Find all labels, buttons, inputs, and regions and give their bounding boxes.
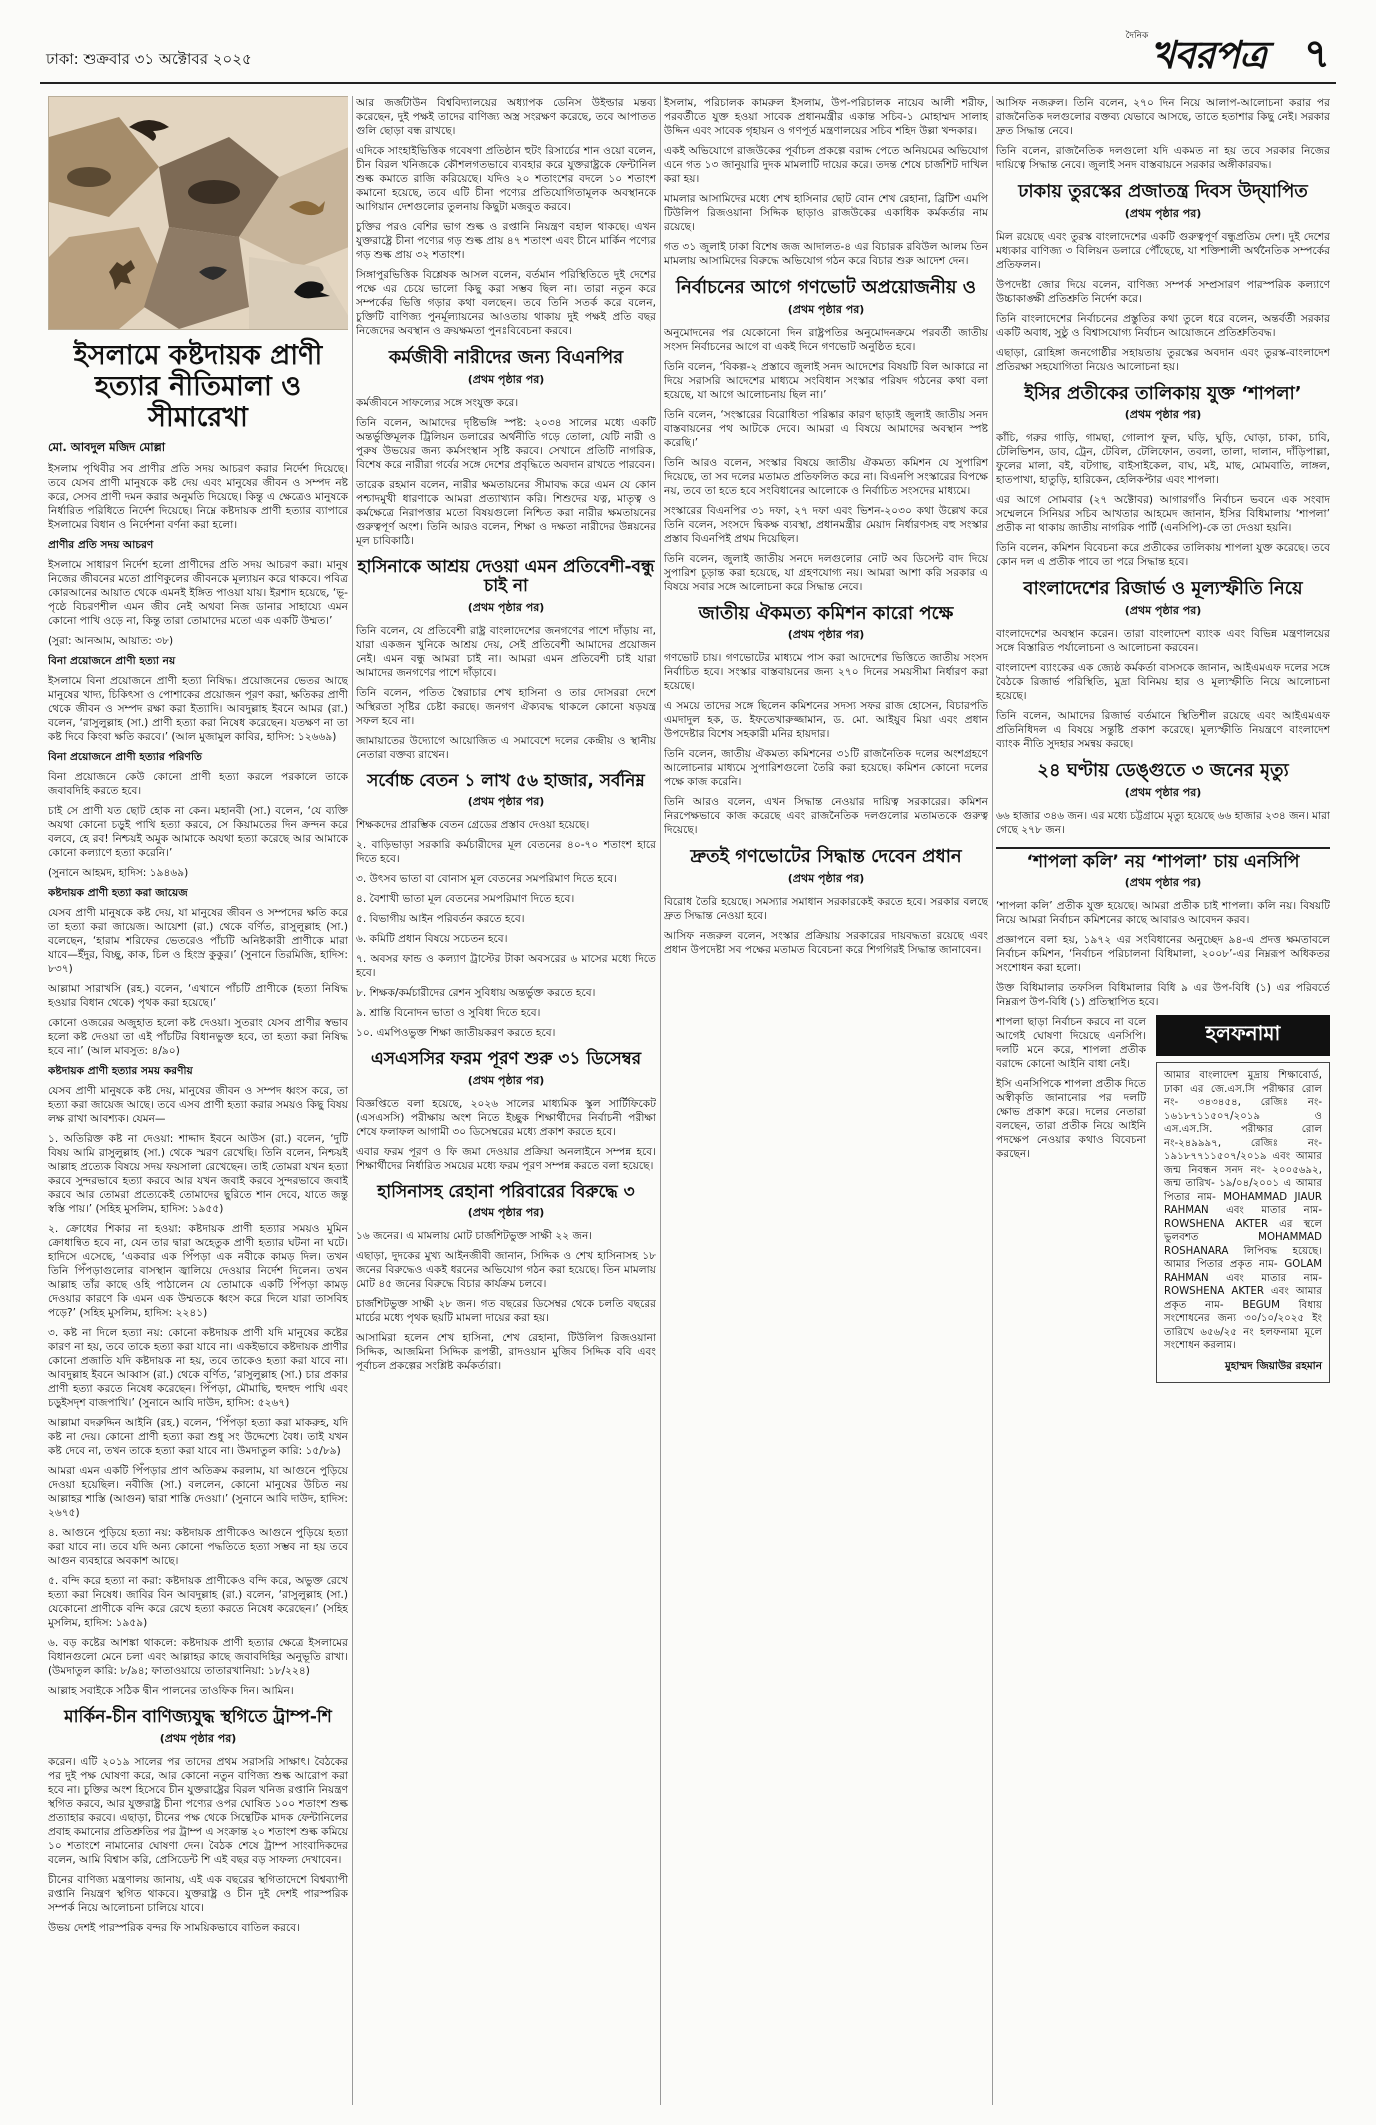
list-item: ৩. উৎসব ভাতা বা বোনাস মূল বেতনের সমপরিমাণ দিতে হবে। [356, 873, 617, 886]
article-paragraph: ইসলামে সাধারণ নির্দেশ হলো প্রাণীদের প্রতি সদয় আচরণ করা। মানুষ নিজের জীবনের মতো প্রাণিকুলের জীবনকে মূল্যায়ন করে থাকবে। পবিত্র কোরআনের আয়াত থেকে এমনই ইঙ্গিত পাওয়া যায়। ইরশাদ হয়েছে, ‘ভূ-পৃষ্ঠে বিচরণশীল এমন জীব নেই অথবা নিজ ডানার সাহায্যে এমন কোনো পাখি ওড়ে না, কিন্তু তারা তোমাদের মতো এক একটি উম্মত।’ [48, 559, 348, 628]
masthead-date: ঢাকা: শুক্রবার ৩১ অক্টোবর ২০২৫ [46, 50, 252, 68]
continued-label: (প্রথম পৃষ্ঠার পর) [467, 1206, 545, 1220]
article-paragraph: গণভোট চায়। গণভোটের মাধ্যমে পাস করা আদেশের ভিত্তিতে জাতীয় সংসদ নির্বাচিত হবে। সংস্কার বাস্তবায়নের জন্য ২৭০ দিনের সময়সীমা নির্ধারণ করা হয়েছে। [664, 652, 988, 693]
trade-war-headline: মার্কিন-চীন বাণিজ্যযুদ্ধ স্থগিতে ট্রাম্প-শি [64, 1707, 332, 1728]
continued-label: (প্রথম পৃষ্ঠার পর) [787, 628, 865, 642]
article-paragraph: এ সময়ে তাদের সঙ্গে ছিলেন কমিশনের সদস্য সফর রাজ হোসেন, বিচারপতি এমদাদুল হক, ড. ইফতেখারুজ্জামান, ড. মো. আইয়ুব মিয়া এবং প্রধান উপদেষ্টার বিশেষ সহকারী মনির হায়দার। [664, 700, 988, 741]
continued-label: (প্রথম পৃষ্ঠার পর) [1124, 604, 1202, 618]
article-paragraph: তিনি আরও বলেন, এখন সিদ্ধান্ত নেওয়ার দায়িত্ব সরকারের। কমিশন নিরপেক্ষভাবে কাজ করেছে এবং রাজনৈতিক দলগুলোর মতামতকে গুরুত্ব দিয়েছে। [664, 796, 988, 837]
article-paragraph: এছাড়া, দুদকের মুখ্য আইনজীবী জানান, সিদ্দিক ও শেখ হাসিনাসহ ১৮ জনের বিরুদ্ধেও একই ধরনের অভিযোগ গঠন করা হয়েছে। তিন মামলায় মোট ৪৫ জনের বিরুদ্ধে বিচার কার্যক্রম চলবে। [356, 1250, 656, 1291]
affidavit-notice [1156, 1015, 1330, 1383]
list-item: ৮. শিক্ষক/কর্মচারীদের রেশন সুবিধায় অন্তর্ভুক্ত করতে হবে। [356, 987, 596, 1000]
article-paragraph: কাঁচি, গরুর গাড়ি, গামছা, গোলাপ ফুল, ঘড়ি, ঘুড়ি, ঘোড়া, চাকা, চাবি, টেলিভিশন, ডাব, ট্রেন, টেবিল, টেলিফোন, তবলা, তালা, দালান, দাঁড়িপাল্লা, ফুলের মালা, বই, বটগাছ, বাইসাইকেল, বাঘ, মই, মাছ, মোমবাতি, লাঙ্গল, হাতপাখা, হাতুড়ি, হারিকেন, হেলিকপ্টার এবং শাপলা। [996, 432, 1330, 487]
ncp-shapla-headline: ‘শাপলা কলি’ নয় ‘শাপলা’ চায় এনসিপি [996, 847, 1330, 873]
column-divider [992, 96, 993, 2105]
affidavit-signature: মুহাম্মদ জিয়াউর রহমান [1224, 1359, 1322, 1372]
continued-label: (প্রথম পৃষ্ঠার পর) [787, 302, 865, 316]
article-paragraph: ‘শাপলা কলি’ প্রতীক যুক্ত হয়েছে। আমরা প্রতীক চাই শাপলা। কলি নয়। বিষয়টি নিয়ে আমরা নির্বাচন কমিশনের কাছে আবারও আবেদন করব। [996, 900, 1330, 927]
affidavit-section [996, 1015, 1330, 1383]
article-paragraph: বাংলাদেশের অবস্থান করেন। তারা বাংলাদেশ ব্যাংক এবং বিভিন্ন মন্ত্রণালয়ের সঙ্গে বিস্তারিত পর্যালোচনা ও আলোচনা করবেন। [996, 628, 1330, 655]
article-paragraph: কর্মজীবনে সাফল্যের সঙ্গে সংযুক্ত করে। [356, 396, 519, 409]
animal-collage-image [48, 96, 348, 330]
lead-article-body [48, 462, 348, 1698]
article-paragraph: সিঙ্গাপুরভিত্তিক বিশ্লেষক আসল বলেন, বর্তমান পরিস্থিতিতে দুই দেশের পক্ষে এর চেয়ে ভালো কিছু করা সম্ভব ছিল না। তারা নতুন করে সম্পর্কের ভিত্তি গড়ার কথা বলছেন। তবে তিনি সতর্ক করে বলেন, চুক্তিটি বাণিজ্য পুনর্মূল্যায়নের আওতায় থাকায় দুই পক্ষই প্রতি বছর নিজেদের অবস্থান ও ক্রয়ক্ষমতা পুনঃবিবেচনা করবে। [356, 269, 656, 337]
article-paragraph: চীনের বাণিজ্য মন্ত্রণালয় জানায়, এই এক বছরের স্থগিতাদেশে বিশ্বব্যাপী রপ্তানি নিয়ন্ত্রণ স্থগিত থাকবে। যুক্তরাষ্ট্র ও চীন দুই দেশই পারস্পরিক সম্পর্ক নিয়ে আলোচনা চালিয়ে যাবে। [48, 1873, 348, 1914]
turkey-day-headline: ঢাকায় তুরস্কের প্রজাতন্ত্র দিবস উদ্‌যাপিত [1018, 181, 1308, 202]
salary-headline: সর্বোচ্চ বেতন ১ লাখ ৫৬ হাজার, সর্বনিম্ন [367, 770, 645, 791]
article-paragraph: গত ৩১ জুলাই ঢাকা বিশেষ জজ আদালত-৪ এর বিচারক রবিউল আলম তিন মামলায় আসামিদের বিরুদ্ধে অভিযোগ গঠন করে বিচার শুরু আদেশ দেন। [664, 241, 988, 267]
article-subhead: কষ্টদায়ক প্রাণী হত্যার সময় করণীয় [48, 1065, 193, 1078]
article-paragraph: ২. ক্রোধের শিকার না হওয়া: কষ্টদায়ক প্রাণী হত্যার সময়ও মুমিন ক্রোধান্বিত হবে না, যেন তার দ্বারা অহেতুক প্রাণী হত্যার ঘটনা না ঘটে। হাদিসে এসেছে, ‘একবার এক পিঁপড়া এক নবীকে কামড় দিল। তখন তিনি পিঁপড়াগুলোর বাসস্থান জ্বালিয়ে দেওয়ার নির্দেশ দিলেন। তখন আল্লাহ তাঁর কাছে ওহি পাঠালেন যে তোমাকে একটি পিঁপড়া কামড় দেওয়ার কারণে কি এমন এক উম্মতকে ধ্বংস করে দিলে যারা তাসবিহ পড়ে?’ (সহিহ মুসলিম, হাদিস: ২২৪১) [48, 1223, 348, 1320]
list-item: ১০. এমপিওভুক্ত শিক্ষা জাতীয়করণ করতে হবে। [356, 1027, 556, 1040]
masthead-brand [1126, 28, 1266, 79]
article-paragraph: তারেক রহমান বলেন, নারীর ক্ষমতায়নের সীমাবদ্ধ করে এমন যে কোন পশ্চাদমুখী ধারণাকে আমরা প্রত্যাখ্যান করি। শিশুদের যত্ন, মাতৃত্ব ও কর্মক্ষেত্রে নিরাপত্তার মতো বিষয়গুলো নিশ্চিত করা নারীর ক্ষমতায়নের গুরুত্বপূর্ণ অংশ। তিনি আরও বলেন, শিক্ষা ও দক্ষতা নারীদের উন্নয়নের মূল চাবিকাঠি। [356, 478, 656, 547]
article-citation: (সুরা: আনআম, আয়াত: ৩৮) [48, 635, 174, 648]
article-paragraph: তিনি বলেন, কমিশন বিবেচনা করে প্রতীকের তালিকায় শাপলা যুক্ত করেছে। তবে কোন দল এ প্রতীক পাবে তা পরে সিদ্ধান্ত হবে। [996, 542, 1330, 569]
article-paragraph: তিনি বলেন, জাতীয় ঐকমত্য কমিশনের ৩১টি রাজনৈতিক দলের অংশগ্রহণে আলোচনার মাধ্যমে সুপারিশগুলো তৈরি করা হয়েছে। কমিশন কোনো দলের পক্ষে কাজ করেনি। [664, 748, 988, 789]
list-item: ৫. বিভাগীয় আইন পরিবর্তন করতে হবে। [356, 913, 525, 926]
consensus-commission-headline: জাতীয় ঐকমত্য কমিশন কারো পক্ষে [698, 602, 954, 624]
article-paragraph: ৪. আগুনে পুড়িয়ে হত্যা নয়: কষ্টদায়ক প্রাণীকেও আগুনে পুড়িয়ে হত্যা করা যাবে না। তবে যদি অন্য কোনো পদ্ধতিতে হত্যা সম্ভব না হয় তবে আগুন ব্যবহারে অবকাশ আছে। [48, 1527, 348, 1568]
article-paragraph: চার্জশিটভুক্ত সাক্ষী ২৮ জন। গত বছরের ডিসেম্বর থেকে চলতি বছরের মার্চের মধ্যে পৃথক ছয়টি মামলা দায়ের করা হয়। [356, 1298, 656, 1325]
continued-label: (প্রথম পৃষ্ঠার পর) [467, 372, 545, 386]
article-paragraph: আল্লাহ সবাইকে সঠিক দ্বীন পালনের তাওফিক দিন। আমিন। [48, 1685, 294, 1698]
article-paragraph: আসিফ নজরুল বলেন, সংস্কার প্রক্রিয়ায় সরকারের দায়বদ্ধতা রয়েছে এবং প্রধান উপদেষ্টা সব পক্ষের মতামত বিবেচনা করে শিগগিরই সিদ্ধান্ত জানাবেন। [664, 930, 988, 957]
article-paragraph: তিনি বলেন, রাজনৈতিক দলগুলো যদি একমত না হয় তবে সরকার নিজের দায়িত্বে সিদ্ধান্ত নেবে। জুলাই সনদ বাস্তবায়নে সরকার অঙ্গীকারবদ্ধ। [996, 145, 1330, 171]
affidavit-body: আমার বাংলাদেশ মুদ্রায় শিক্ষাবোর্ড, ঢাকা এর জে.এস.সি পরীক্ষার রোল নং- ৩৪৩৪৫৪, রেজিঃ নং- ১৬১৮৭১১৫০৭/২০১৯ ও এস.এস.সি. পরীক্ষার রোল নং-২৪৯৯৯৭, রেজিঃ নং- ১৯১৮৭৭১১৫০৭/২০১৯ এবং আমার জন্ম নিবন্ধন সনদ নং- ২০০৫৬৯২, জন্ম তারিখ- ১৯/০৪/২০০১ এ আমার পিতার নাম- MOHAMMAD JIAUR RAHMAN এবং মাতার নাম- ROWSHENA AKTER এর স্থলে ভুলবশত MOHAMMAD ROSHANARA লিপিবদ্ধ হয়েছে। আমার পিতার প্রকৃত নাম- GOLAM RAHMAN এবং মাতার নাম- ROWSHENA AKTER এবং আমার প্রকৃত নাম- BEGUM বিধায় সংশোধনের জন্য ৩০/১০/২০২৫ ইং তারিখে ৬৫৬/২৫ নং হলফনামা মূলে সংশোধন করলাম। [1164, 1070, 1322, 1352]
bnp-women-headline: কর্মজীবী নারীদের জন্য বিএনপির [388, 347, 624, 368]
article-paragraph: উপদেষ্টা জোর দিয়ে বলেন, বাণিজ্য সম্পর্ক সম্প্রসারণ পারস্পরিক কল্যাণে উচ্চাকাঙ্ক্ষী প্রতিশ্রুতি নির্দেশ করে। [996, 278, 1330, 305]
continued-label: (প্রথম পৃষ্ঠার পর) [159, 1731, 237, 1745]
article-paragraph: ইসলামে বিনা প্রয়োজনে প্রাণী হত্যা নিষিদ্ধ। প্রয়োজনের ভেতর আছে মানুষের খাদ্য, চিকিৎসা ও পোশাকের প্রয়োজন পূরণ করা, ক্ষতিকর প্রাণী থেকে জীবন ও সম্পদ রক্ষা করা ইত্যাদি। আবদুল্লাহ ইবনে আমর (রা.) বলেন, ‘রাসুলুল্লাহ (সা.) প্রাণী হত্যা করা নিষেধ করেছেন। যতক্ষণ না তা কষ্ট দিবে কিংবা ক্ষতি করবে।’ (আল মুজামুল কাবির, হাদিস: ১২৬৬৯) [48, 675, 348, 744]
article-paragraph: অনুমোদনের পর যেকোনো দিন রাষ্ট্রপতির অনুমোদনক্রমে পরবর্তী জাতীয় সংসদ নির্বাচনের আগে বা একই দিনে গণভোট অনুষ্ঠিত হবে। [664, 326, 988, 353]
ec-symbol-headline: ইসির প্রতীকের তালিকায় যুক্ত ‘শাপলা’ [1024, 382, 1302, 404]
article-paragraph: আসিফ নজরুল। তিনি বলেন, ২৭০ দিন নিয়ে আলাপ-আলোচনা করার পর রাজনৈতিক দলগুলোর বক্তব্য যেভাবে আসছে, তাতে হতাশার কিছু নেই। সরকার দ্রুত সিদ্ধান্ত নেবে। [996, 97, 1330, 137]
column-4 [996, 96, 1330, 2105]
article-paragraph: ৬. বড় কষ্টের আশঙ্কা থাকলে: কষ্টদায়ক প্রাণী হত্যার ক্ষেত্রে ইসলামের বিধানগুলো মেনে চলা এবং আল্লাহর কাছে জবাবদিহির অনুভূতি রাখা। (উমদাতুল কারি: ৮/৯৪; ফাতাওয়ায়ে তাতারখানিয়া: ১৮/২২৪) [48, 1637, 348, 1678]
list-item: ৬. কমিটি প্রধান বিষয়ে সচেতন হবে। [356, 933, 508, 946]
column-1 [48, 96, 348, 2105]
list-item: ২. বাড়িভাড়া সরকারি কর্মচারীদের মূল বেতনের ৪০-৭০ শতাংশ হারে দিতে হবে। [356, 839, 656, 866]
continued-label: (প্রথম পৃষ্ঠার পর) [1124, 876, 1202, 890]
article-paragraph: এদিকে সাংহাইভিত্তিক গবেষণা প্রতিষ্ঠান হুটং রিসার্চের শান ওয়ো বলেন, চীন বিরল খনিজকে কৌশলগতভাবে ব্যবহার করে যুক্তরাষ্ট্রকে ফেন্টানিল শুল্ক কমাতে রাজি করিয়েছে। যদিও ২০ শতাংশের বদলে ১০ শতাংশ কমানো হয়েছে, তবে এটি চীনা পণ্যের প্রতিযোগিতামূলক অবস্থানকে আগিয়ান দেশগুলোর তুলনায় কিছুটা মজবুত করবে। [356, 145, 656, 213]
article-paragraph: ইসি এনসিপিকে শাপলা প্রতীক দিতে অস্বীকৃতি জানানোর পর দলটি ক্ষোভ প্রকাশ করে। দলের নেতারা বলছেন, তারা প্রতীক নিয়ে আইনি পদক্ষেপ নেওয়ার কথাও বিবেচনা করছেন। [996, 1078, 1146, 1161]
referendum-headline: নির্বাচনের আগে গণভোট অপ্রয়োজনীয় ও [675, 277, 977, 298]
list-item: ৭. অবসর ফান্ড ও কল্যাণ ট্রাস্টের টাকা অবসরের ৬ মাসের মধ্যে দিতে হবে। [356, 953, 656, 980]
column-3 [664, 96, 988, 2105]
article-paragraph: ১. অতিরিক্ত কষ্ট না দেওয়া: শাদ্দাদ ইবনে আউস (রা.) বলেন, ‘দুটি বিষয় আমি রাসুলুল্লাহ (সা.) থেকে স্মরণ রেখেছি। তিনি বলেন, নিশ্চয়ই আল্লাহ প্রত্যেক বিষয়ে সদয় ফয়সালা রেখেছেন। তাই তোমরা যখন হত্যা করবে সুন্দরভাবে হত্যা করবে আর যখন জবাই করবে সুন্দরভাবে জবাই করবে আর তোমরা প্রত্যেকেই তোমাদের ছুরিতে শান দেবে, যাতে জন্তু স্বস্তি পায়।’ (সহিহ মুসলিম, হাদিস: ১৯৫৫) [48, 1133, 348, 1216]
hasina-shelter-headline: হাসিনাকে আশ্রয় দেওয়া এমন প্রতিবেশী-বন্ধু চাই না [357, 556, 655, 597]
article-paragraph: ৫. বন্দি করে হত্যা না করা: কষ্টদায়ক প্রাণীকেও বন্দি করে, অভুক্ত রেখে হত্যা করা নিষেধ। জাবির বিন আবদুল্লাহ (রা.) বলেন, ‘রাসুলুল্লাহ (সা.) যেকোনো প্রাণীকে বন্দি করে রেখে হত্যা করতে নিষেধ করেছেন।’ (সহিহ মুসলিম, হাদিস: ১৯৫৯) [48, 1575, 348, 1630]
article-paragraph: উভয় দেশই পারস্পরিক বন্দর ফি সাময়িকভাবে বাতিল করবে। [48, 1921, 300, 1934]
article-paragraph: কোনো ওজরের অজুহাত হলো কষ্ট দেওয়া। সুতরাং যেসব প্রাণীর স্বভাব হলো কষ্ট দেওয়া তা এই পাঁচটির বিধানভুক্ত হবে, তা হত্যা করা নিষিদ্ধ হবে না।’ (আল মাবসুত: ৪/৯০) [48, 1017, 348, 1058]
article-paragraph: আমরা এমন একটি পিঁপড়ার প্রাণ অতিক্রম করলাম, যা আগুনে পুড়িয়ে দেওয়া হয়েছিল। নবীজি (সা.) বললেন, কোনো মানুষের উচিত নয় আল্লাহর শাস্তি (আগুন) দ্বারা শাস্তি দেওয়া।’ (সুনানে আবি দাউদ, হাদিস: ২৬৭৫) [48, 1465, 348, 1520]
continued-label: (প্রথম পৃষ্ঠার পর) [467, 795, 545, 809]
article-paragraph: বিনা প্রয়োজনে কেউ কোনো প্রাণী হত্যা করলে পরকালে তাকে জবাবদিহি করতে হবে। [48, 771, 348, 798]
article-citation: (সুনানে আহমদ, হাদিস: ১৯৪৬৯) [48, 867, 189, 880]
article-paragraph: চুক্তির পরও বেশির ভাগ শুল্ক ও রপ্তানি নিয়ন্ত্রণ বহাল থাকছে। এখন যুক্তরাষ্ট্রে চীনা পণ্যের গড় শুল্ক প্রায় ৪৭ শতাংশ এবং চীনে মার্কিন পণ্যের গড় শুল্ক প্রায় ৩২ শতাংশ। [356, 221, 656, 261]
byline: মো. আবদুল মজিদ মোল্লা [48, 440, 166, 455]
article-paragraph: আসামিরা হলেন শেখ হাসিনা, শেখ রেহানা, টিউলিপ রিজওয়ানা সিদ্দিক, আজমিনা সিদ্দিক রূপন্তী, রাদওয়ান মুজিব সিদ্দিক ববি এবং পূর্বাচল প্রকল্পের সংশ্লিষ্ট কর্মকর্তারা। [356, 1332, 656, 1373]
article-paragraph: সংস্কারের বিএনপির ৩১ দফা, ২৭ দফা এবং ভিশন-২০৩০ কথা উল্লেখ করে তিনি বলেন, সংসদে দ্বিকক্ষ ব্যবস্থা, প্রধানমন্ত্রীর মেয়াদ নির্ধারণসহ বহু সংস্কার প্রস্তাব বিএনপিই প্রথম দিয়েছিল। [664, 504, 988, 545]
article-paragraph: জামায়াতের উদ্যোগে আয়োজিত এ সমাবেশে দলের কেন্দ্রীয় ও স্থানীয় নেতারা বক্তব্য রাখেন। [356, 734, 656, 761]
continued-label: (প্রথম পৃষ্ঠার পর) [1124, 408, 1202, 422]
article-paragraph: তিনি বাংলাদেশের নির্বাচনের প্রস্তুতির কথা তুলে ধরে বলেন, অন্তর্বর্তী সরকার একটি অবাধ, সুষ্ঠু ও বিশ্বাসযোগ্য নির্বাচন আয়োজনে প্রতিশ্রুতিবদ্ধ। [996, 312, 1330, 339]
article-paragraph: তিনি বলেন, ‘বিকল্প-২ প্রস্তাবে জুলাই সনদ আদেশের বিষয়টি বিল আকারে না দিয়ে সরাসরি আদেশের মাধ্যমে সংবিধান সংস্কার পরিষদ গঠনের কথা বলা হয়েছে, যা আগে আলোচনায় ছিল না।’ [664, 360, 988, 401]
article-paragraph: ৩. কষ্ট না দিলে হত্যা নয়: কোনো কষ্টদায়ক প্রাণী যদি মানুষের কষ্টের কারণ না হয়, তবে তাকে হত্যা করা যাবে না। একইভাবে কষ্টদায়ক প্রাণীর কোনো প্রজাতি যদি কষ্টদায়ক না হয়, তবে তাকেও হত্যা করা যাবে না। আবদুল্লাহ ইবনে আব্বাস (রা.) থেকে বর্ণিত, ‘রাসুলুল্লাহ (সা.) চার প্রকার প্রাণী হত্যা করতে নিষেধ করেছেন। পিঁপড়া, মৌমাছি, হুদহুদ পাখি এবং চড়ুইসদৃশ বাজপাখি।’ (সুনানে আবি দাউদ, হাদিস: ৫২৬৭) [48, 1327, 348, 1410]
article-paragraph: যেসব প্রাণী মানুষকে কষ্ট দেয়, মানুষের জীবন ও সম্পদ ধ্বংস করে, তা হত্যা করা জায়েজ আছে। তবে এসব প্রাণী হত্যা করার সময়ও কিছু বিষয় লক্ষ রাখা আবশ্যক। যেমন— [48, 1085, 348, 1126]
article-paragraph: আল্লামা বদরুদ্দিন আইনি (রহ.) বলেন, ‘পিঁপড়া হত্যা করা মাকরুহ, যদি কষ্ট না দেয়। কোনো প্রাণী হত্যা করা শুধু সং উদ্দেশ্যে বৈধ। তাই যখন কষ্ট দেবে না, তখন তাকে হত্যা করা যাবে না। উমদাতুল কারি: ১৫/৮৯) [48, 1417, 348, 1458]
article-paragraph: তিনি বলেন, জুলাই জাতীয় সনদে দলগুলোর নোট অব ডিসেন্ট বাদ দিয়ে সুপারিশ চূড়ান্ত করা হয়েছে, যা গ্রহণযোগ্য নয়। আমরা আশা করি সরকার এ বিষয়ে সবার সঙ্গে আলোচনা করে সিদ্ধান্ত নেবে। [664, 552, 988, 593]
continued-label: (প্রথম পৃষ্ঠার পর) [467, 1073, 545, 1087]
article-paragraph: তিনি আরও বলেন, সংস্কার বিষয়ে জাতীয় ঐকমত্য কমিশন যে সুপারিশ দিয়েছে, তা সব দলের মতামত প্রতিফলিত করে না। বিএনপি সংস্কারের বিপক্ষে নয়, তবে তা হতে হবে সংবিধানের আলোকে ও নির্বাচিত সংসদের মাধ্যমে। [664, 456, 988, 497]
article-paragraph: একই অভিযোগে রাজউকের পূর্বাচল প্রকল্পে বরাদ্দ পেতে অনিয়মের অভিযোগ এনে গত ১৩ জানুয়ারি দুদক মামলাটি দায়ের করে। তদন্ত শেষে চার্জশিট দাখিল করা হয়। [664, 145, 988, 185]
article-paragraph: তিনি বলেন, পতিত স্বৈরাচার শেখ হাসিনা ও তার দোসররা দেশে অস্থিরতা সৃষ্টির চেষ্টা করছে। জনগণ ঐক্যবদ্ধ থাকলে কোনো ষড়যন্ত্র সফল হবে না। [356, 686, 656, 727]
column-divider [660, 96, 661, 2105]
article-paragraph: উক্ত বিধিমালার তফসিল বিধিমালার বিধি ৯ এর উপ-বিধি (১) এর পরিবর্তে নিম্নরূপ উপ-বিধি (১) প্রতিস্থাপিত হবে। [996, 982, 1330, 1009]
article-paragraph: ইসলাম, পরিচালক কামরুল ইসলাম, উপ-পরিচালক নায়েব আলী শরীফ, পরবর্তীতে যুক্ত হওয়া সাবেক প্রধানমন্ত্রীর একান্ত সচিব-১ মোহাম্মদ সালাহ উদ্দিন এবং সাবেক গৃহায়ন ও গণপূর্ত মন্ত্রণালয়ের সচিব শহিদ উল্লা খন্দকার। [664, 97, 988, 137]
article-paragraph: এছাড়া, রোহিঙ্গা জনগোষ্ঠীর সহায়তায় তুরস্কের অবদান এবং তুরস্ক-বাংলাদেশ প্রতিরক্ষা সহযোগিতা নিয়েও আলোচনা হয়। [996, 346, 1330, 373]
article-paragraph: এর আগে সোমবার (২৭ অক্টোবর) আগারগাঁও নির্বাচন ভবনে এক সংবাদ সম্মেলনে সিনিয়র সচিব আখতার আহমেদ জানান, ইসির বিধিমালায় ‘শাপলা’ প্রতীক না থাকায় জাতীয় নাগরিক পার্টি (এনসিপি)-কে তা দেওয়া হয়নি। [996, 494, 1330, 535]
ssc-headline: এসএসসির ফরম পূরণ শুরু ৩১ ডিসেম্বর [370, 1049, 642, 1070]
masthead-brand-prefix: দৈনিক [1125, 31, 1149, 41]
article-paragraph: মিল রয়েছে এবং তুরস্ক বাংলাদেশের একটি গুরুত্বপূর্ণ বন্ধুপ্রতিম দেশ। দুই দেশের মধ্যকার বাণিজ্য ৩ বিলিয়ন ডলারে পৌঁছেছে, যা শক্তিশালী অর্থনৈতিক সম্পর্কের প্রতিফলন। [996, 230, 1330, 271]
article-paragraph: ১৬ জনের। এ মামলায় মোট চার্জশিটভুক্ত সাক্ষী ২২ জন। [356, 1230, 593, 1243]
article-paragraph: করেন। এটি ২০১৯ সালের পর তাদের প্রথম সরাসরি সাক্ষাৎ। বৈঠকের পর দুই পক্ষ ঘোষণা করে, আর কোনো নতুন বাণিজ্য শুল্ক আরোপ করা হবে না। চুক্তির অংশ হিসেবে চীন যুক্তরাষ্ট্রের বিরল খনিজ রপ্তানি নিয়ন্ত্রণ স্থগিত করবে, আর যুক্তরাষ্ট্র চীনা পণ্যের ওপর ঘোষিত ১০০ শতাংশ শুল্ক প্রত্যাহার করবে। এছাড়া, চীনের পক্ষ থেকে সিন্থেটিক মাদক ফেন্টানিলের প্রবাহ কমানোর প্রতিশ্রুতির পর ট্রাম্প এ সংক্রান্ত ২০ শতাংশ শুল্ক কমিয়ে ১০ শতাংশে নামানোর ঘোষণা দেন। বৈঠক শেষে ট্রাম্প সাংবাদিকদের বলেন, আমি বিশ্বাস করি, প্রেসিডেন্ট শি এই বছর বড় সাফল্য দেখাবেন। [48, 1755, 348, 1866]
list-item: শিক্ষকদের প্রারম্ভিক বেতন গ্রেডের প্রস্তাব দেওয়া হয়েছে। [356, 819, 590, 832]
reserve-headline: বাংলাদেশের রিজার্ভ ও মূল্যস্ফীতি নিয়ে [1023, 578, 1303, 600]
list-item: ৯. শ্রান্তি বিনোদন ভাতা ও সুবিধা দিতে হবে। [356, 1007, 541, 1020]
column-divider [352, 96, 353, 2105]
column-2 [356, 96, 656, 2105]
page-number: ৭ [1303, 31, 1330, 77]
article-paragraph: ইসলাম পৃথিবীর সব প্রাণীর প্রতি সদয় আচরণ করার নির্দেশ দিয়েছে। তবে যেসব প্রাণী মানুষকে কষ্ট দেয় এবং মানুষের জীবন ও সম্পদ নষ্ট করে, সেসব প্রাণী দমন করার অনুমতি দিয়েছে। কিন্তু এ ক্ষেত্রেও মানুষকে নির্ধারিত পরিধিতে নির্দেশ দিয়েছে। নিম্নে কষ্টদায়ক প্রাণী হত্যার ব্যাপারে ইসলামের বিধান ও নির্দেশনা বর্ণনা করা হলো। [48, 463, 348, 532]
affidavit-box [1156, 1062, 1330, 1383]
list-item: ৪. বৈশাখী ভাতা মূল বেতনের সমপরিমাণ দিতে হবে। [356, 893, 575, 906]
article-paragraph: মামলার আসামিদের মধ্যে শেখ হাসিনার ছোট বোন শেখ রেহানা, ব্রিটিশ এমপি টিউলিপ রিজওয়ানা সিদ্দিক ছাড়াও রাজউকের একাধিক কর্মকর্তার নাম রয়েছে। [664, 193, 988, 233]
article-subhead: বিনা প্রয়োজনে প্রাণী হত্যা নয় [48, 655, 176, 668]
referendum-decision-headline: দ্রুতই গণভোটের সিদ্ধান্ত দেবেন প্রধান [690, 846, 962, 868]
article-subhead: বিনা প্রয়োজনে প্রাণী হত্যার পরিণতি [48, 751, 202, 764]
continued-label: (প্রথম পৃষ্ঠার পর) [467, 600, 545, 614]
article-paragraph: বিরোধ তৈরি হয়েছে। সমস্যার সমাধান সরকারকেই করতে হবে। সরকার বলছে দ্রুত সিদ্ধান্ত নেওয়া হবে। [664, 896, 988, 923]
continued-label: (প্রথম পৃষ্ঠার পর) [787, 872, 865, 886]
article-paragraph: ৬৬ হাজার ৩৪৬ জন। এর মধ্যে চট্টগ্রামে মৃত্যু হয়েছে ৬৬ হাজার ২৩৪ জন। মারা গেছে ২৭৮ জন। [996, 809, 1330, 836]
article-subhead: প্রাণীর প্রতি সদয় আচরণ [48, 539, 154, 552]
article-subhead: কষ্টদায়ক প্রাণী হত্যা করা জায়েজ [48, 887, 188, 900]
article-paragraph: আল্লামা সারাখসি (রহ.) বলেন, ‘এখানে পাঁচটি প্রাণীকে (হত্যা নিষিদ্ধ হওয়ার বিধান থেকে) পৃথক করা হয়েছে।’ [48, 983, 348, 1010]
article-paragraph: তিনি বলেন, যে প্রতিবেশী রাষ্ট্র বাংলাদেশের জনগণের পাশে দাঁড়ায় না, যারা একজন খুনিকে আশ্রয় দেয়, সেই প্রতিবেশী আমাদের প্রয়োজন নেই। এমন বন্ধু আমরা চাই না। আমরা এমন প্রতিবেশী চাই যারা আমাদের জনগণের পাশে দাঁড়াবে। [356, 624, 656, 679]
article-paragraph: চাই সে প্রাণী যত ছোট হোক না কেন। মহানবী (সা.) বলেন, ‘যে ব্যক্তি অযথা কোনো চড়ুই পাখি হত্যা করবে, সে কিয়ামতের দিন ক্রন্দন করে বলবে, হে রব! নিশ্চয়ই অমুক আমাকে অযথা হত্যা করেছে আর আমাকে কোনো কল্যাণে হত্যা করেনি।’ [48, 805, 348, 860]
article-paragraph: প্রজ্ঞাপনে বলা হয়, ১৯৭২ এর সংবিধানের অনুচ্ছেদ ৯৪-এ প্রদত্ত ক্ষমতাবলে নির্বাচন কমিশন, ‘নির্বাচন পরিচালনা বিধিমালা, ২০০৮’-এর নিম্নরূপ অধিকতর সংশোধন করা হলো। [996, 934, 1330, 975]
affidavit-side-text [996, 1015, 1146, 1383]
article-paragraph: শাপলা ছাড়া নির্বাচন করবে না বলে আগেই ঘোষণা দিয়েছে এনসিপি। দলটি মনে করে, শাপলা প্রতীক বরাদ্দে কোনো আইনি বাধা নেই। [996, 1016, 1146, 1071]
affidavit-heading: হলফনামা [1156, 1015, 1330, 1056]
article-paragraph: যেসব প্রাণী মানুষকে কষ্ট দেয়, যা মানুষের জীবন ও সম্পদের ক্ষতি করে তা হত্যা করা জায়েজ। আয়েশা (রা.) থেকে বর্ণিত, রাসুলুল্লাহ (সা.) বলেছেন, ‘হারাম শরিফের ভেতরেও পাঁচটি অনিষ্টকারী প্রাণীকে মারা যাবে—ইঁদুর, বিচ্ছু, কাক, চিল ও হিংস্র কুকুর।’ (সুনানে তিরমিজি, হাদিস: ৮৩৭) [48, 907, 348, 976]
article-paragraph: আর জর্জটাউন বিশ্ববিদ্যালয়ের অধ্যাপক ডেনিস উইল্ডার মন্তব্য করেছেন, দুই পক্ষই তাদের বাণিজ্য অস্ত্র সংরক্ষণ করেছে, তবে আপাতত গুলি ছোড়া বন্ধ রাখছে। [356, 97, 656, 137]
article-paragraph: বাংলাদেশ ব্যাংকের এক জ্যেষ্ঠ কর্মকর্তা বাসসকে জানান, আইএমএফ দলের সঙ্গে বৈঠকে রিজার্ভ পরিস্থিতি, মুদ্রা বিনিময় হার ও মূল্যস্ফীতি নিয়ে আলোচনা হয়েছে। [996, 662, 1330, 703]
newspaper-logo: খবরপত্র [1150, 32, 1266, 77]
lead-headline: ইসলামে কষ্টদায়ক প্রাণী হত্যার নীতিমালা ও সীমারেখা [73, 340, 323, 434]
rehana-case-headline: হাসিনাসহ রেহানা পরিবারের বিরুদ্ধে ৩ [377, 1181, 635, 1202]
masthead [40, 28, 1336, 84]
continued-label: (প্রথম পৃষ্ঠার পর) [1124, 206, 1202, 220]
article-paragraph: তিনি বলেন, ‘সংস্কারের বিরোধিতা পরিষ্কার কারণ ছাড়াই জুলাই জাতীয় সনদ বাস্তবায়নের পথ আটকে দেবে। আমরা এ বিষয়ে আমাদের অবস্থান স্পষ্ট করেছি।’ [664, 408, 988, 449]
article-paragraph: তিনি বলেন, আমাদের রিজার্ভ বর্তমানে স্থিতিশীল রয়েছে এবং আইএমএফ প্রতিনিধিদল এ বিষয়ে সন্তুষ্টি প্রকাশ করেছে। মূল্যস্ফীতি নিয়ন্ত্রণে বাংলাদেশ ব্যাংক নীতি সুদহার সমন্বয় করছে। [996, 710, 1330, 751]
article-paragraph: এবার ফরম পূরণ ও ফি জমা দেওয়ার প্রক্রিয়া অনলাইনে সম্পন্ন হবে। শিক্ষার্থীদের নির্ধারিত সময়ের মধ্যে ফরম পূরণ সম্পন্ন করতে বলা হয়েছে। [356, 1145, 656, 1172]
continued-label: (প্রথম পৃষ্ঠার পর) [1124, 785, 1202, 799]
article-paragraph: তিনি বলেন, আমাদের দৃষ্টিভঙ্গি স্পষ্ট: ২০৩৪ সালের মধ্যে একটি অন্তর্ভুক্তিমূলক ট্রিলিয়ন ডলারের অর্থনীতি গড়ে তোলা, যেটি নারী ও পুরুষ উভয়ের জন্য কর্মসংস্থান সৃষ্টি করবে। সেখানে প্রতিটি নাগরিক, বিশেষ করে নারীরা গর্বের সঙ্গে দেশের প্রবৃদ্ধিতে অবদান রাখতে পারবেন। [356, 416, 656, 471]
dengue-headline: ২৪ ঘণ্টায় ডেঙ্গুতে ৩ জনের মৃত্যু [1037, 760, 1289, 782]
article-paragraph: বিজ্ঞপ্তিতে বলা হয়েছে, ২০২৬ সালের মাধ্যমিক স্কুল সার্টিফিকেট (এসএসসি) পরীক্ষায় অংশ নিতে ইচ্ছুক শিক্ষার্থীদের নির্বাচনী পরীক্ষা শেষে ফলাফল আগামী ৩০ ডিসেম্বরের মধ্যে প্রকাশ করতে হবে। [356, 1097, 656, 1138]
